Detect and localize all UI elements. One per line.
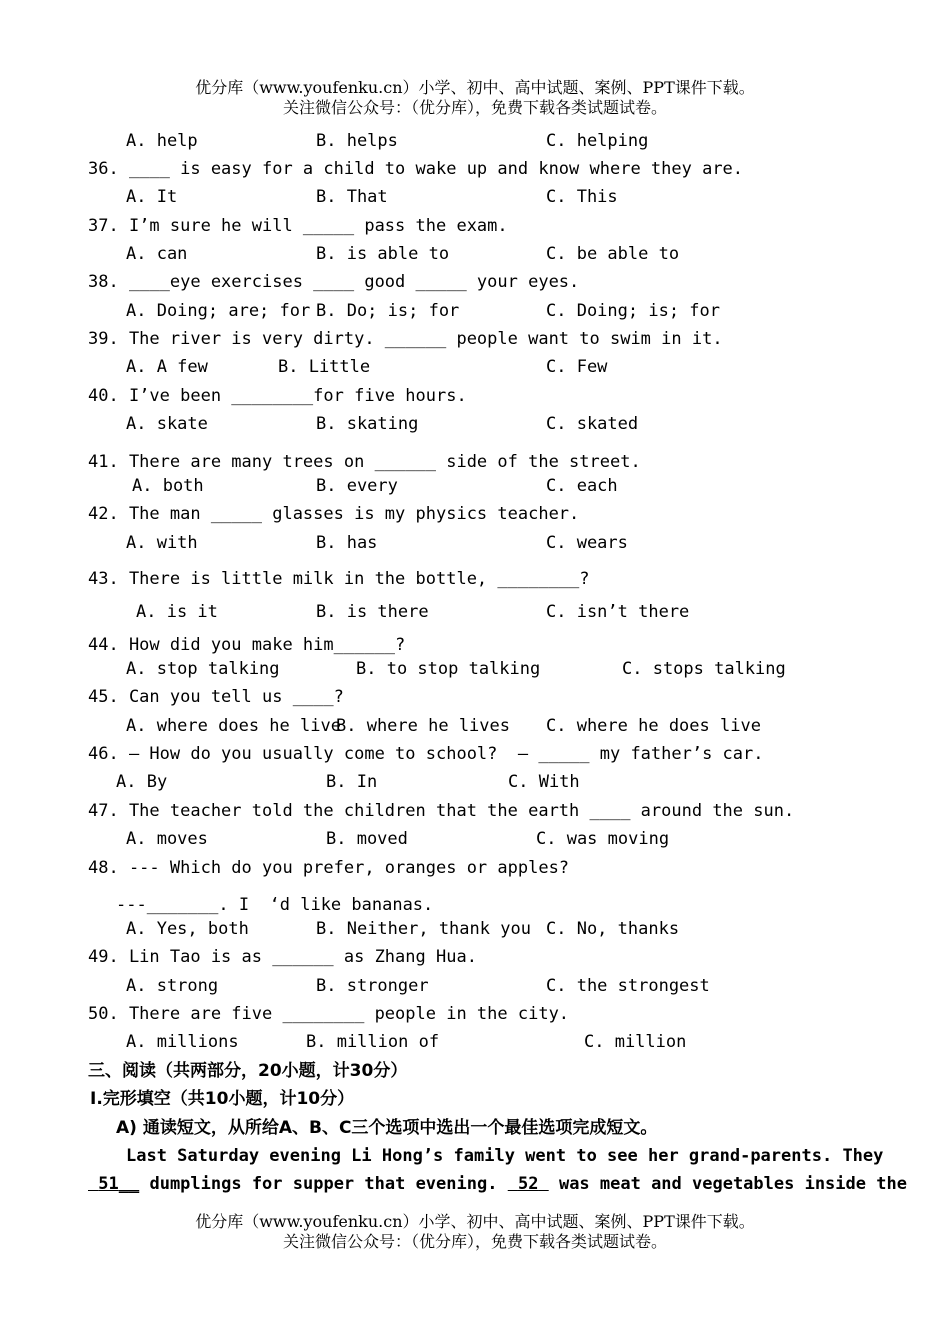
question-stem: 45. Can you tell us ____? [88,687,344,707]
option-a: A. skate [126,414,208,434]
option-b: B. That [316,187,388,207]
header-line-1: 优分库（www.youfenku.cn）小学、初中、高中试题、案例、PPT课件下载。 [195,78,755,97]
option-c: C. helping [546,131,649,151]
option-a: A. both [132,476,204,496]
question-stem: 50. There are five ________ people in the city. [88,1004,570,1024]
question-stem: 41. There are many trees on ______ side of the street. [88,452,641,472]
option-b: B. million of [306,1032,440,1052]
question-stem: 40. I’ve been ________for five hours. [88,386,467,406]
option-c: C. This [546,187,618,207]
option-c: C. be able to [546,244,680,264]
option-a: A. millions [126,1032,239,1052]
option-c: C. million [584,1032,687,1052]
part-title: Ⅰ.完形填空（共10小题，计10分） [90,1089,355,1109]
question-stem: 48. --- Which do you prefer, oranges or apples? [88,858,570,878]
question-stem: 47. The teacher told the children that the earth ____ around the sun. [88,801,795,821]
option-b: B. to stop talking [356,659,541,679]
question-stem: 37. I’m sure he will _____ pass the exam. [88,216,508,236]
option-b: B. every [316,476,398,496]
option-a: A. where does he live [126,716,341,736]
instruction: A) 通读短文，从所给A、B、C三个选项中选出一个最佳选项完成短文。 [116,1118,658,1138]
option-b: B. is there [316,602,429,622]
option-c: C. the strongest [546,976,710,996]
option-a: A. By [116,772,168,792]
option-c: C. stops talking [622,659,786,679]
header-line-2: 关注微信公众号：（优分库），免费下载各类试题试卷。 [282,98,667,117]
option-c: C. skated [546,414,639,434]
question-stem: 43. There is little milk in the bottle, ________? [88,569,590,589]
option-b: B. moved [326,829,408,849]
option-b: B. In [326,772,378,792]
passage-line-2: 51__ dumplings for supper that evening. 52 was meat and vegetables inside the [88,1174,907,1194]
option-a: A. can [126,244,188,264]
option-b: B. helps [316,131,398,151]
option-a: A. strong [126,976,219,996]
option-a: A. stop talking [126,659,280,679]
footer-line-2: 关注微信公众号：（优分库），免费下载各类试题试卷。 [282,1232,667,1251]
section-title: 三、阅读（共两部分，20小题，计30分） [88,1061,408,1081]
option-b: B. Do; is; for [316,301,460,321]
question-stem: 38. ____eye exercises ____ good _____ your eyes. [88,272,580,292]
option-c: C. wears [546,533,628,553]
option-a: A. is it [136,602,218,622]
question-stem: 44. How did you make him______? [88,635,406,655]
question-stem: 49. Lin Tao is as ______ as Zhang Hua. [88,947,477,967]
footer-line-1: 优分库（www.youfenku.cn）小学、初中、高中试题、案例、PPT课件下载。 [195,1212,755,1231]
option-c: C. where he does live [546,716,761,736]
option-b: B. Little [278,357,371,377]
option-b: B. is able to [316,244,450,264]
blank-52: 52 [517,1174,539,1194]
option-a: A. with [126,533,198,553]
option-a: A. It [126,187,178,207]
option-a: A. help [126,131,198,151]
option-a: A. moves [126,829,208,849]
option-c: C. No, thanks [546,919,680,939]
option-b: B. skating [316,414,419,434]
option-a: A. Doing; are; for [126,301,311,321]
passage-line-1: Last Saturday evening Li Hong’s family went to see her grand-parents. They [126,1146,884,1166]
option-c: C. was moving [536,829,670,849]
option-c: C. Few [546,357,608,377]
option-b: B. Neither, thank you [316,919,531,939]
option-c: C. each [546,476,618,496]
question-stem: 36. ____ is easy for a child to wake up and know where they are. [88,159,744,179]
question-stem-reply: ---_______. I ‘d like bananas. [116,895,434,915]
option-a: A. A few [126,357,208,377]
option-a: A. Yes, both [126,919,249,939]
option-c: C. isn’t there [546,602,690,622]
option-b: B. has [316,533,378,553]
option-b: B. stronger [316,976,429,996]
option-c: C. With [508,772,580,792]
question-stem: 39. The river is very dirty. ______ people want to swim in it. [88,329,723,349]
option-b: B. where he lives [336,716,510,736]
question-stem: 42. The man _____ glasses is my physics teacher. [88,504,580,524]
blank-51: 51__ [98,1174,140,1194]
question-stem: 46. — How do you usually come to school? — _____ my father’s car. [88,744,764,764]
option-c: C. Doing; is; for [546,301,720,321]
